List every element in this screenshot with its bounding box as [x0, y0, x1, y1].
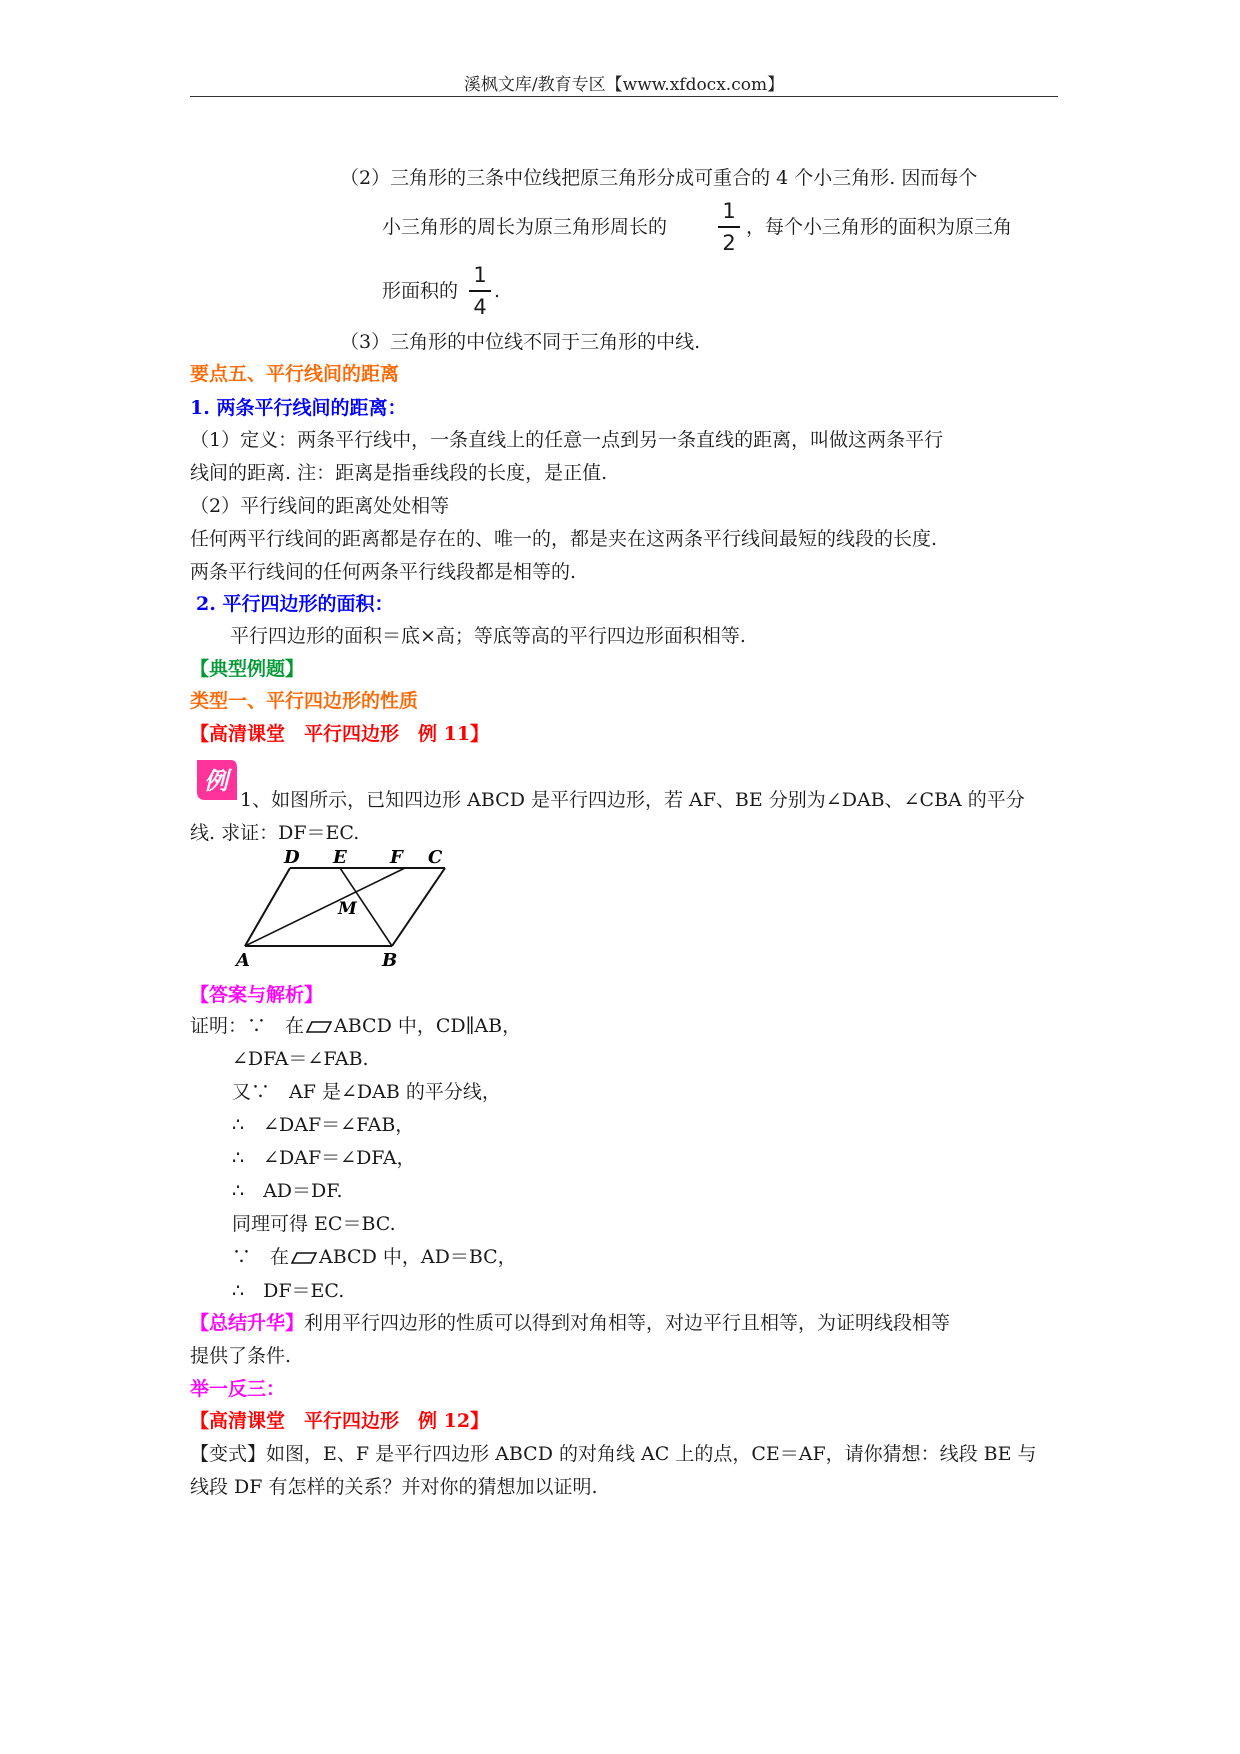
label-m: M — [338, 899, 357, 919]
side-bc — [392, 868, 445, 946]
fraction-one-half — [718, 198, 740, 256]
area-formula-line: 平行四边形的面积＝底×高；等底等高的平行四边形面积相等. — [230, 625, 746, 647]
summary-label: 【总结升华】 — [190, 1312, 305, 1334]
definition-line-2: 线间的距离. 注：距离是指垂线段的长度，是正值. — [190, 462, 608, 484]
subsection-1-title: 1. 两条平行线间的距离： — [190, 397, 407, 419]
label-b: B — [382, 950, 398, 968]
note-2-line-3a: 形面积的 — [382, 280, 459, 302]
label-d: D — [284, 848, 300, 868]
parallelogram-icon — [291, 1252, 317, 1264]
parallelogram-icon — [306, 1021, 332, 1033]
label-e: E — [333, 848, 347, 868]
summary-text: 利用平行四边形的性质可以得到对角相等，对边平行且相等，为证明线段相等 — [304, 1312, 951, 1334]
proof-line-1-prefix: 证明：∵ 在 — [190, 1015, 305, 1037]
proof-line-8 — [232, 1245, 517, 1269]
parallelogram-figure — [230, 848, 470, 968]
definition-line-1: （1）定义：两条平行线中，一条直线上的任意一点到另一条直线的距离，叫做这两条平行 — [190, 429, 944, 451]
proof-line-5: ∴ ∠DAF＝∠DFA， — [232, 1147, 416, 1169]
subsection-2-title: 2. 平行四边形的面积： — [196, 593, 394, 615]
proof-line-8-prefix: ∵ 在 — [232, 1246, 290, 1268]
proof-line-6: ∴ AD＝DF. — [232, 1180, 343, 1202]
proof-line-7: 同理可得 EC＝BC. — [232, 1213, 396, 1235]
proof-line-9: ∴ DF＝EC. — [232, 1280, 345, 1302]
note-2-line-1: （2）三角形的三条中位线把原三角形分成可重合的 4 个小三角形. 因而每个 — [340, 167, 978, 189]
example-badge-text: 例 — [204, 766, 228, 795]
fraction-numerator: 1 — [722, 199, 736, 223]
proof-line-1 — [190, 1014, 521, 1038]
proof-line-8-suffix: ABCD 中，AD＝BC， — [319, 1246, 517, 1268]
variant-label: 【变式】 — [190, 1443, 267, 1465]
lesson-11-label: 【高清课堂 平行四边形 例 11】 — [190, 723, 490, 745]
proof-line-3: 又∵ AF 是∠DAB 的平分线， — [232, 1081, 501, 1103]
answer-title: 【答案与解析】 — [190, 984, 324, 1006]
example-1-line-1: 1、如图所示，已知四边形 ABCD 是平行四边形，若 AF、BE 分别为∠DAB、∠CBA 的平分 — [240, 789, 1025, 811]
variant-line-2: 线段 DF 有怎样的关系？并对你的猜想加以证明. — [190, 1476, 598, 1498]
summary-line-1 — [190, 1311, 950, 1335]
example-badge-icon — [191, 754, 241, 804]
note-2-line-2a: 小三角形的周长为原三角形周长的 — [382, 216, 668, 238]
fraction-bar — [718, 226, 740, 228]
proof-line-1-suffix: ABCD 中，CD∥AB， — [334, 1015, 522, 1037]
fraction-denominator: 4 — [473, 294, 487, 319]
lesson-12-label: 【高清课堂 平行四边形 例 12】 — [190, 1410, 490, 1432]
proof-line-2: ∠DFA＝∠FAB. — [232, 1048, 369, 1070]
variant-line-1 — [190, 1442, 1037, 1466]
label-a: A — [236, 950, 250, 968]
type-1-title: 类型一、平行四边形的性质 — [190, 690, 419, 712]
header-rule — [190, 96, 1058, 97]
any-parallel-line: 任何两平行线间的距离都是存在的、唯一的，都是夹在这两条平行线间最短的线段的长度. — [190, 528, 938, 550]
parallel-segments-line: 两条平行线间的任何两条平行线段都是相等的. — [190, 561, 577, 583]
fraction-one-quarter — [469, 262, 491, 320]
fraction-denominator: 2 — [722, 230, 736, 255]
example-1-line-2: 线. 求证：DF＝EC. — [190, 822, 360, 844]
label-f: F — [390, 848, 403, 868]
label-c: C — [428, 848, 443, 868]
section-5-title: 要点五、平行线间的距离 — [190, 363, 400, 385]
fraction-bar — [469, 290, 491, 292]
proof-line-4: ∴ ∠DAF＝∠FAB， — [232, 1114, 415, 1136]
note-2-line-3b: . — [494, 280, 501, 302]
equal-distance-line: （2）平行线间的距离处处相等 — [190, 495, 450, 517]
page-header: 溪枫文库/教育专区【www.xfdocx.com】 — [463, 75, 785, 95]
note-3: （3）三角形的中位线不同于三角形的中线. — [340, 331, 701, 353]
practice-title: 举一反三： — [190, 1378, 286, 1400]
segment-af — [245, 868, 405, 946]
note-2-line-2b: ，每个小三角形的面积为原三角 — [746, 216, 1013, 238]
variant-text: 如图，E、F 是平行四边形 ABCD 的对角线 AC 上的点，CE＝AF，请你猜想：线段 BE 与 — [266, 1443, 1037, 1465]
summary-line-2: 提供了条件. — [190, 1345, 292, 1367]
fraction-numerator: 1 — [473, 263, 487, 287]
examples-title: 【典型例题】 — [190, 658, 305, 680]
